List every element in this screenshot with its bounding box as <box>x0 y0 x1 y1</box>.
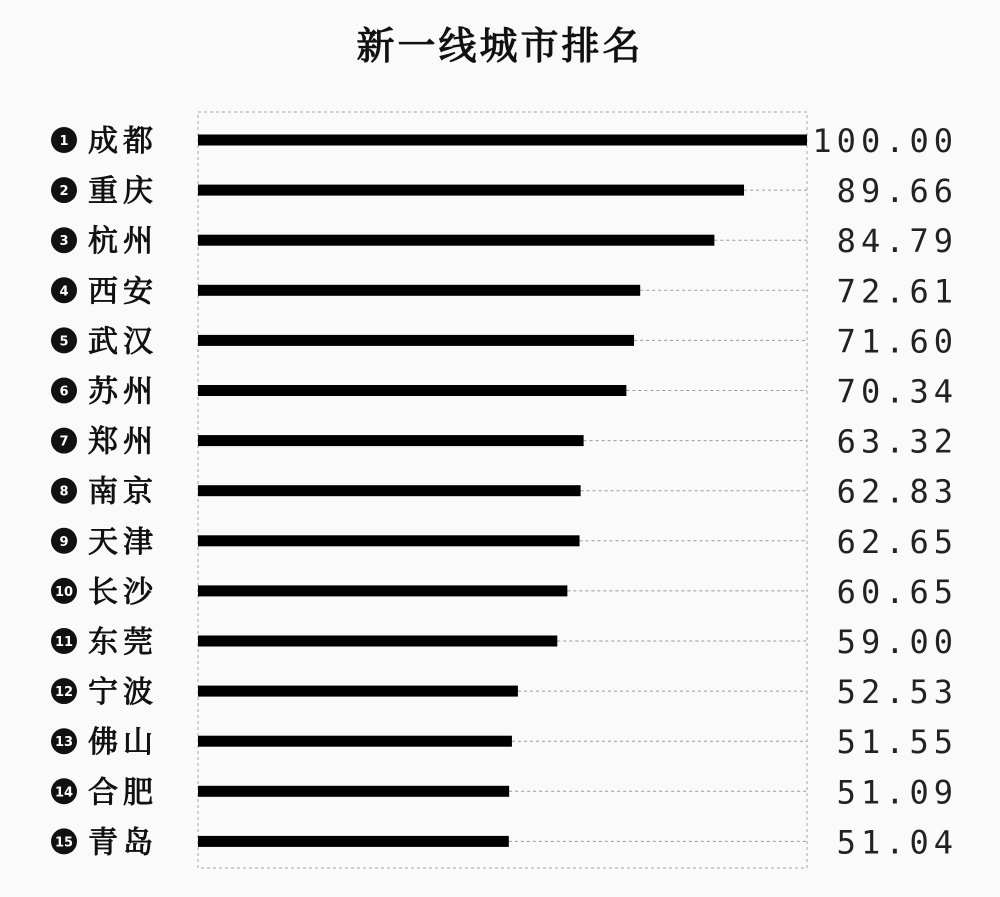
value-label: 51.09 <box>836 773 958 812</box>
value-label: 62.83 <box>836 472 958 511</box>
value-label: 72.61 <box>836 272 958 311</box>
category-label: 东莞 <box>88 625 158 660</box>
category-label: 合肥 <box>88 775 158 811</box>
bars <box>198 135 807 847</box>
rank-number: 5 <box>59 334 69 350</box>
bar <box>198 385 626 396</box>
bar <box>198 636 557 647</box>
bar <box>198 786 509 797</box>
rank-number: 2 <box>59 184 69 200</box>
category-label: 天津 <box>88 524 158 560</box>
value-label: 63.32 <box>836 422 958 461</box>
value-label: 51.04 <box>836 823 958 862</box>
rank-number: 12 <box>54 685 74 701</box>
value-label: 51.55 <box>836 723 958 762</box>
rank-number: 8 <box>59 484 69 500</box>
category-label: 苏州 <box>88 374 158 410</box>
value-label: 71.60 <box>836 322 958 361</box>
chart-title: 新一线城市排名 <box>356 24 644 68</box>
rank-number: 1 <box>59 134 69 149</box>
category-label: 西安 <box>88 274 158 310</box>
bar <box>198 135 807 146</box>
category-label: 南京 <box>88 474 158 510</box>
value-labels <box>812 122 958 861</box>
rank-number: 7 <box>59 434 69 450</box>
bar <box>198 485 581 496</box>
category-label: 郑州 <box>88 424 158 460</box>
bar <box>198 235 714 246</box>
value-label: 62.65 <box>836 522 958 561</box>
rank-badges <box>51 127 77 854</box>
category-label: 青岛 <box>88 825 158 861</box>
value-label: 100.00 <box>812 122 958 160</box>
value-label: 59.00 <box>836 623 958 661</box>
bar <box>198 535 580 546</box>
bar <box>198 736 512 747</box>
bar <box>198 686 518 697</box>
rank-number: 4 <box>59 284 69 300</box>
category-label: 宁波 <box>88 675 158 711</box>
rank-number: 15 <box>54 835 74 851</box>
bar <box>198 435 584 446</box>
rank-number: 11 <box>54 635 74 650</box>
rank-number: 10 <box>54 584 74 600</box>
value-label: 60.65 <box>836 572 958 611</box>
category-label: 重庆 <box>88 174 158 210</box>
bar <box>198 585 567 596</box>
rank-number: 6 <box>59 384 69 400</box>
category-labels <box>88 124 158 860</box>
value-label: 89.66 <box>836 172 958 211</box>
bar <box>198 285 640 296</box>
value-label: 84.79 <box>836 222 958 261</box>
category-label: 长沙 <box>88 574 158 610</box>
rank-number: 14 <box>54 785 74 801</box>
bar <box>198 335 634 346</box>
category-label: 成都 <box>88 124 158 159</box>
category-label: 杭州 <box>88 224 158 260</box>
rank-number: 3 <box>59 234 69 250</box>
rank-number: 9 <box>59 534 69 550</box>
rank-number: 13 <box>54 735 74 751</box>
bar <box>198 185 744 196</box>
category-label: 佛山 <box>88 725 158 761</box>
bar <box>198 836 509 847</box>
value-label: 52.53 <box>836 673 958 712</box>
category-label: 武汉 <box>88 324 158 360</box>
value-label: 70.34 <box>836 372 958 411</box>
